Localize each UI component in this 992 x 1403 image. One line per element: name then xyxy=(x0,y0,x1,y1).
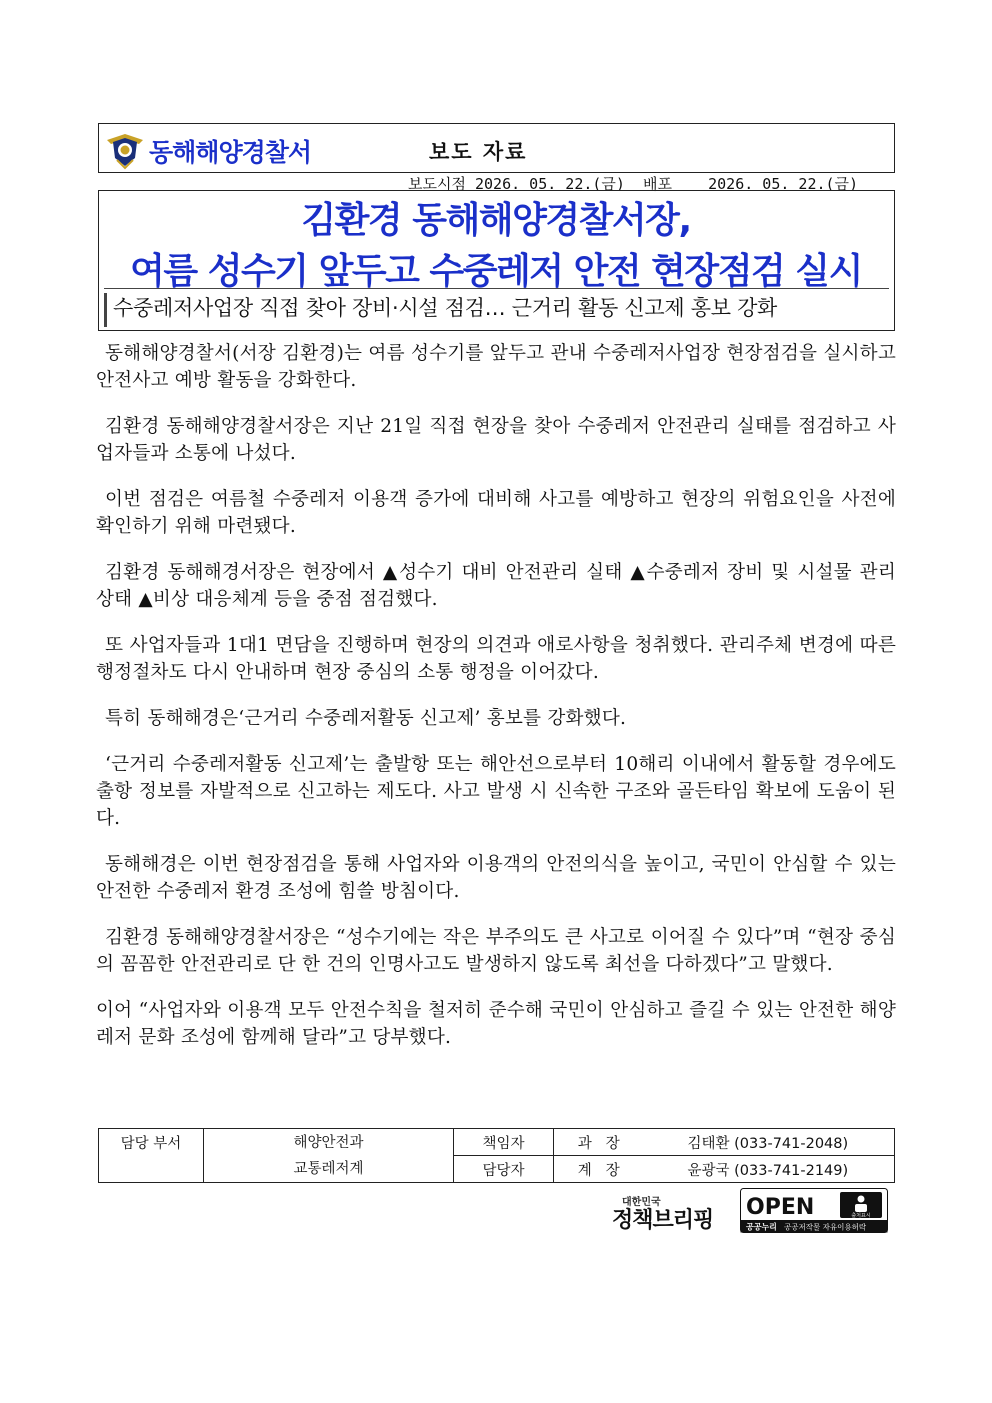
kogl-label: 공공누리 xyxy=(746,1222,777,1232)
role-cell: 책임자 xyxy=(454,1129,554,1156)
dept-label-cell: 담당 부서 xyxy=(99,1129,204,1183)
person-icon xyxy=(858,1196,865,1203)
contact-table xyxy=(98,1128,895,1183)
paragraph: 이어 “사업자와 이용객 모두 안전수칙을 철저히 준수해 국민이 안심하고 즐길 수 있는 안전한 해양레저 문화 조성에 함께해 달라”고 당부했다. xyxy=(96,1000,896,1048)
attribution-label: 출처표시 xyxy=(851,1213,871,1219)
org-name: 동해해양경찰서 xyxy=(149,138,312,167)
table-row xyxy=(99,1129,895,1156)
paragraph: 동해해경은 이번 현장점검을 통해 사업자와 이용객의 안전의식을 높이고, 국민이 안심할 수 있는 안전한 수중레저 환경 조성에 힘쓸 방침이다. xyxy=(96,854,896,902)
doc-type: 보도 자료 xyxy=(429,140,528,164)
title-divider xyxy=(104,288,889,289)
kogl-description: 공공저작물 자유이용허락 xyxy=(784,1222,867,1232)
paragraph: 또 사업자들과 1대1 면담을 진행하며 현장의 의견과 애로사항을 청취했다. 관리주체 변경에 따른 행정절차도 다시 안내하며 현장 중심의 소통 행정을 이어갔다. xyxy=(96,635,896,683)
paragraph: 김환경 동해해경서장은 현장에서 ▲성수기 대비 안전관리 실태 ▲수중레저 장비 및 시설물 관리 상태 ▲비상 대응체계 등을 중점 점검했다. xyxy=(96,562,896,610)
article-body xyxy=(96,340,896,1070)
subheadline: 수중레저사업장 직접 찾아 장비·시설 점검… 근거리 활동 신고제 홍보 강화 xyxy=(104,293,889,327)
title-cell: 과장 xyxy=(554,1129,644,1156)
open-label: OPEN xyxy=(746,1195,815,1220)
person-cell: 윤광국 (033-741-2149) xyxy=(644,1156,895,1183)
paragraph: 이번 점검은 여름철 수중레저 이용객 증가에 대비해 사고를 예방하고 현장의 위험요인을 사전에 확인하기 위해 마련됐다. xyxy=(96,489,896,537)
paragraph: 특히 동해해경은‘근거리 수중레저활동 신고제’ 홍보를 강화했다. xyxy=(105,708,627,729)
person-cell: 김태환 (033-741-2048) xyxy=(644,1129,895,1156)
paragraph: ‘근거리 수중레저활동 신고제’는 출발항 또는 해안선으로부터 10해리 이내에서 활동할 경우에도 출항 정보를 자발적으로 신고하는 제도다. 사고 발생 시 신속한 구조와 골든타임 확보에 도움이 된다. xyxy=(96,754,896,829)
paragraph: 김환경 동해해양경찰서장은 “성수기에는 작은 부주의도 큰 사고로 이어질 수 있다”며 “현장 중심의 꼼꼼한 안전관리로 단 한 건의 인명사고도 발생하지 않도록 최선을 다하겠다”고 말했다. xyxy=(96,927,896,975)
policy-briefing-logo: 정책브리핑 xyxy=(612,1208,714,1233)
kogl-open-badge xyxy=(740,1188,888,1233)
policy-briefing-small-label: 대한민국 xyxy=(622,1197,661,1208)
headline-line-2: 여름 성수기 앞두고 수중레저 안전 현장점검 실시 xyxy=(130,251,862,292)
role-cell: 담당자 xyxy=(454,1156,554,1183)
paragraph: 김환경 동해해양경찰서장은 지난 21일 직접 현장을 찾아 수중레저 안전관리 실태를 점검하고 사업자들과 소통에 나섰다. xyxy=(96,416,896,464)
dept-name-line-2: 교통레저계 xyxy=(293,1160,364,1177)
paragraph: 동해해양경찰서(서장 김환경)는 여름 성수기를 앞두고 관내 수중레저사업장 현장점검을 실시하고 안전사고 예방 활동을 강화한다. xyxy=(96,343,896,391)
headline-line-1: 김환경 동해해양경찰서장, xyxy=(301,200,691,241)
header-box xyxy=(98,123,895,173)
dept-name-cell xyxy=(204,1129,454,1183)
title-cell: 계장 xyxy=(554,1156,644,1183)
dept-name-line-1: 해양안전과 xyxy=(293,1134,364,1151)
coast-guard-emblem-icon xyxy=(105,130,145,170)
release-date-line: 보도시점 2026. 05. 22.(금) 배포 2026. 05. 22.(금) xyxy=(408,175,859,193)
